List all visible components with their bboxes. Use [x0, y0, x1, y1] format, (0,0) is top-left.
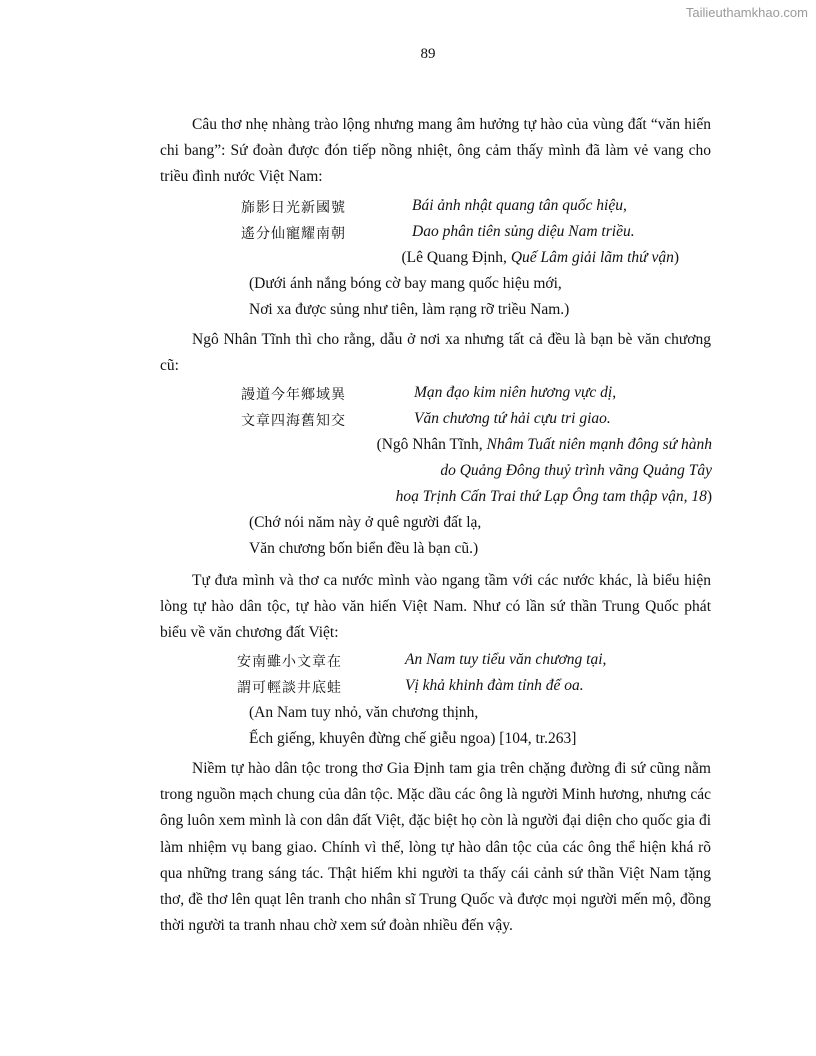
- poem3-translation-line-2: Ếch giếng, khuyên đừng chế giễu ngoa) [104, tr.263]: [249, 730, 577, 747]
- poem1-translation-line-2: Nơi xa được sủng như tiên, làm rạng rỡ triều Nam.): [249, 301, 570, 318]
- paragraph-ngo-nhan-tinh: Ngô Nhân Tĩnh thì cho rằng, dẫu ở nơi xa nhưng tất cả đều là bạn bè văn chương cũ:: [160, 331, 711, 375]
- paragraph-intro: Câu thơ nhẹ nhàng trào lộng nhưng mang âm hưởng tự hào của vùng đất “văn hiến chi bang”: Sứ đoàn được đón tiếp nồng nhiệt, ông cảm thấy mình đã làm vẻ vang cho triều đình nước Việt Nam:: [160, 116, 711, 186]
- poem2-viet-line-2: Văn chương tứ hải cựu tri giao.: [414, 410, 611, 427]
- watermark: Tailieuthamkhao.com: [685, 5, 808, 20]
- poem2-translation-line-1: (Chớ nói năm này ở quê người đất lạ,: [249, 514, 482, 531]
- poem1-citation: (Lê Quang Định, Quế Lâm giải lãm thứ vận): [401, 249, 679, 266]
- poem3-han-line-1: 安南雖小文章在: [237, 654, 342, 670]
- poem3-han-line-2: 謂可輕談井底蛙: [237, 680, 342, 696]
- poem1-viet-line-1: Bái ảnh nhật quang tân quốc hiệu,: [412, 197, 627, 214]
- poem2-citation-line-3: hoạ Trịnh Cấn Trai thứ Lạp Ông tam thập vận, 18): [395, 488, 712, 505]
- poem2-citation-line-2: do Quảng Đông thuỷ trình vãng Quảng Tây: [440, 462, 712, 479]
- poem2-viet-line-1: Mạn đạo kim niên hương vực dị,: [414, 384, 617, 401]
- poem1-translation-line-1: (Dưới ánh nắng bóng cờ bay mang quốc hiệu mới,: [249, 275, 562, 292]
- paragraph-national-pride: Tự đưa mình và thơ ca nước mình vào ngang tầm với các nước khác, là biểu hiện lòng tự hào dân tộc, tự hào văn hiến Việt Nam. Như có lần sứ thần Trung Quốc phát biểu về văn chương đất Việt:: [160, 572, 711, 642]
- poem2-han-line-2: 文章四海舊知交: [241, 413, 346, 429]
- poem1-han-line-2: 遙分仙寵耀南朝: [241, 226, 346, 242]
- poem3-viet-line-2: Vị khả khinh đàm tỉnh để oa.: [405, 677, 584, 694]
- poem2-translation-line-2: Văn chương bốn biển đều là bạn cũ.): [249, 540, 479, 557]
- poem2-han-line-1: 謾道今年鄉域異: [241, 387, 346, 403]
- poem3-viet-line-1: An Nam tuy tiểu văn chương tại,: [405, 651, 607, 668]
- page-number: 89: [420, 46, 436, 62]
- poem2-citation-line-1: (Ngô Nhân Tĩnh, Nhâm Tuất niên mạnh đông sứ hành: [376, 436, 712, 453]
- poem1-viet-line-2: Dao phân tiên sủng diệu Nam triều.: [412, 223, 635, 240]
- poem3-translation-line-1: (An Nam tuy nhỏ, văn chương thịnh,: [249, 704, 479, 721]
- paragraph-conclusion: Niềm tự hào dân tộc trong thơ Gia Định tam gia trên chặng đường đi sứ cũng nằm trong nguồn mạch chung của dân tộc. Mặc dầu các ông là người Minh hương, nhưng các ông luôn xem mình là con dân đất Việt, đặc biệt họ còn là người đại diện cho quốc gia đi làm nhiệm vụ bang giao. Chính vì thế, lòng tự hào dân tộc của các ông thể hiện khá rõ qua những trang sáng tác. Thật hiếm khi người ta thấy cái cảnh sứ thần Việt Nam tặng thơ, đề thơ lên quạt lên tranh cho nhân sĩ Trung Quốc và được mọi người mến mộ, đồng thời người ta tranh nhau chờ xem sứ đoàn nhiều đến vậy.: [160, 760, 711, 935]
- poem1-han-line-1: 旆影日光新國號: [241, 200, 346, 216]
